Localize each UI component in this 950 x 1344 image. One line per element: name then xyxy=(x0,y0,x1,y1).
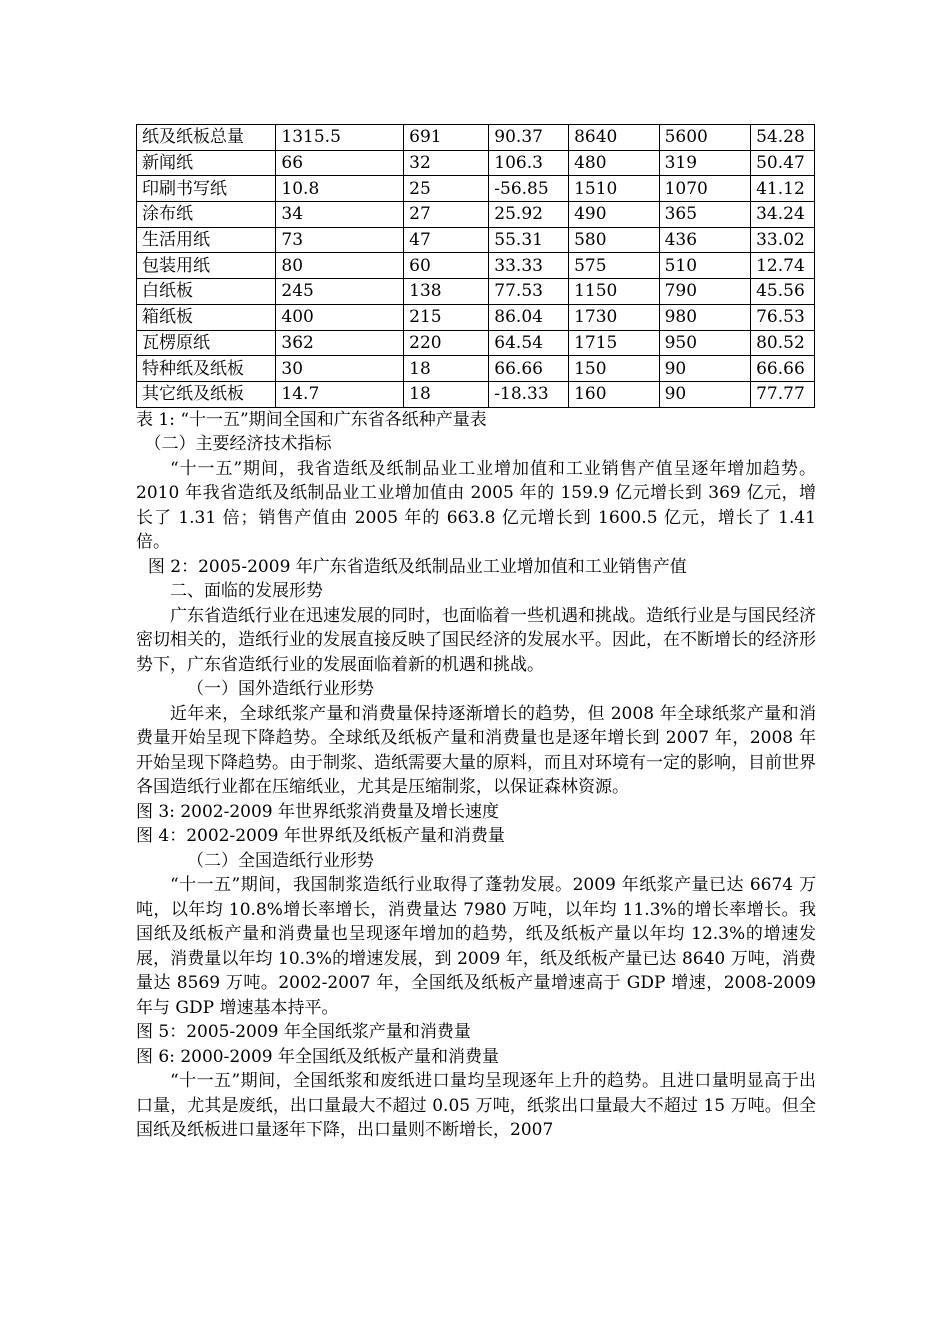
paragraph-import-export: “十一五”期间，全国纸浆和废纸进口量均呈现逐年上升的趋势。且进口量明显高于出口量，尤其是废纸，出口量最大不超过 0.05 万吨，纸浆出口量最大不超过 15 万吨。但全国纸及纸板进口量逐年下降，出口量则不断增长，2007 xyxy=(136,1071,816,1141)
table-cell-value: 30 xyxy=(276,356,404,382)
table-cell-value: 106.3 xyxy=(489,150,569,176)
table-cell-value: 55.31 xyxy=(489,227,569,253)
table-cell-value: 1730 xyxy=(569,304,659,330)
table-row xyxy=(137,253,815,279)
table-cell-value: 5600 xyxy=(659,125,751,151)
table-row xyxy=(137,330,815,356)
figure-6-caption: 图 6: 2000-2009 年全国纸及纸板产量和消费量 xyxy=(136,1046,500,1067)
table-cell-value: 34 xyxy=(276,202,404,228)
table-cell-value: 80 xyxy=(276,253,404,279)
table-cell-value: 77.77 xyxy=(751,381,815,407)
table-cell-category: 新闻纸 xyxy=(137,150,276,176)
table-cell-value: 90.37 xyxy=(489,125,569,151)
table-row xyxy=(137,176,815,202)
table-cell-category: 其它纸及纸板 xyxy=(137,381,276,407)
subsection-foreign-industry: （一）国外造纸行业形势 xyxy=(187,679,374,700)
table-cell-value: 1510 xyxy=(569,176,659,202)
table-cell-value: 691 xyxy=(404,125,489,151)
table-cell-category: 包装用纸 xyxy=(137,253,276,279)
table-cell-value: 45.56 xyxy=(751,279,815,305)
table-cell-category: 瓦楞原纸 xyxy=(137,330,276,356)
table-cell-value: 90 xyxy=(659,356,751,382)
table-cell-value: -18.33 xyxy=(489,381,569,407)
table-cell-value: 10.8 xyxy=(276,176,404,202)
table-cell-value: 32 xyxy=(404,150,489,176)
table-cell-value: 12.74 xyxy=(751,253,815,279)
table-cell-value: 160 xyxy=(569,381,659,407)
table-cell-value: 362 xyxy=(276,330,404,356)
table-cell-value: 54.28 xyxy=(751,125,815,151)
table-cell-category: 纸及纸板总量 xyxy=(137,125,276,151)
table-cell-value: 8640 xyxy=(569,125,659,151)
table-cell-value: 64.54 xyxy=(489,330,569,356)
subsection-national-industry: （二）全国造纸行业形势 xyxy=(187,850,374,871)
table-row xyxy=(137,227,815,253)
table-row xyxy=(137,356,815,382)
table-cell-value: -56.85 xyxy=(489,176,569,202)
table-cell-category: 箱纸板 xyxy=(137,304,276,330)
table-cell-value: 1150 xyxy=(569,279,659,305)
table-cell-category: 生活用纸 xyxy=(137,227,276,253)
table-cell-value: 950 xyxy=(659,330,751,356)
table-cell-value: 150 xyxy=(569,356,659,382)
table-cell-value: 80.52 xyxy=(751,330,815,356)
table-cell-value: 60 xyxy=(404,253,489,279)
table-caption: 表 1: “十一五”期间全国和广东省各纸种产量表 xyxy=(136,409,487,430)
table-cell-category: 涂布纸 xyxy=(137,202,276,228)
section-development-situation: 二、面临的发展形势 xyxy=(170,581,323,602)
figure-2-caption: 图 2：2005-2009 年广东省造纸及纸制品业工业增加值和工业销售产值 xyxy=(147,556,687,577)
table-cell-value: 215 xyxy=(404,304,489,330)
table-cell-value: 790 xyxy=(659,279,751,305)
table-cell-value: 365 xyxy=(659,202,751,228)
table-row xyxy=(137,279,815,305)
table-body xyxy=(137,125,815,408)
document-page xyxy=(136,124,816,1143)
paragraph-foreign-industry: 近年来，全球纸浆产量和消费量保持逐渐增长的趋势，但 2008 年全球纸浆产量和消费量开始呈现下降趋势。全球纸及纸板产量和消费量也是逐年增长到 2007 年，2008 年开始呈现下降趋势。由于制浆、造纸需要大量的原料，而且对环境有一定的影响，目前世界各国造纸行业都在压缩纸业，尤其是压缩制浆，以保证森林资源。 xyxy=(136,703,816,798)
table-cell-value: 77.53 xyxy=(489,279,569,305)
table-cell-value: 1070 xyxy=(659,176,751,202)
table-cell-category: 印刷书写纸 xyxy=(137,176,276,202)
table-cell-value: 33.02 xyxy=(751,227,815,253)
table-cell-value: 18 xyxy=(404,356,489,382)
table-cell-value: 90 xyxy=(659,381,751,407)
table-cell-value: 33.33 xyxy=(489,253,569,279)
table-cell-value: 319 xyxy=(659,150,751,176)
table-cell-value: 47 xyxy=(404,227,489,253)
table-cell-value: 138 xyxy=(404,279,489,305)
table-cell-value: 66.66 xyxy=(489,356,569,382)
table-cell-value: 86.04 xyxy=(489,304,569,330)
table-row xyxy=(137,125,815,151)
table-row xyxy=(137,304,815,330)
table-cell-value: 66.66 xyxy=(751,356,815,382)
table-cell-value: 400 xyxy=(276,304,404,330)
table-cell-value: 1315.5 xyxy=(276,125,404,151)
table-cell-value: 14.7 xyxy=(276,381,404,407)
paragraph-economic-indicators: “十一五”期间，我省造纸及纸制品业工业增加值和工业销售产值呈逐年增加趋势。2010 年我省造纸及纸制品业工业增加值由 2005 年的 159.9 亿元增长到 369 亿元，增长了 1.31 倍；销售产值由 2005 年的 663.8 亿元增长到 1600.5 亿元，增长了 1.41 倍。 xyxy=(136,458,816,553)
section-economic-indicators: （二）主要经济技术指标 xyxy=(144,434,332,455)
table-cell-value: 980 xyxy=(659,304,751,330)
paper-production-table xyxy=(136,124,815,408)
table-cell-category: 特种纸及纸板 xyxy=(137,356,276,382)
figure-4-caption: 图 4：2002-2009 年世界纸及纸板产量和消费量 xyxy=(136,826,505,847)
table-cell-value: 66 xyxy=(276,150,404,176)
body-text xyxy=(136,408,816,1143)
table-row xyxy=(137,202,815,228)
paragraph-national-industry: “十一五”期间，我国制浆造纸行业取得了蓬勃发展。2009 年纸浆产量已达 6674 万吨，以年均 10.8%增长率增长，消费量达 7980 万吨，以年均 11.3%的增长率增长。我国纸及纸板产量和消费量也呈现逐年增加的趋势，纸及纸板产量以年均 12.3%的增速发展，消费量以年均 10.3%的增速发展，到 2009 年，纸及纸板产量已达 8640 万吨，消费量达 8569 万吨。2002-2007 年，全国纸及纸板产量增速高于 GDP 增速，2008-2009 年与 GDP 增速基本持平。 xyxy=(136,875,816,1018)
table-cell-value: 580 xyxy=(569,227,659,253)
table-cell-value: 490 xyxy=(569,202,659,228)
table-cell-value: 480 xyxy=(569,150,659,176)
paragraph-development-situation: 广东省造纸行业在迅速发展的同时，也面临着一些机遇和挑战。造纸行业是与国民经济密切相关的，造纸行业的发展直接反映了国民经济的发展水平。因此，在不断增长的经济形势下，广东省造纸行业的发展面临着新的机遇和挑战。 xyxy=(136,605,816,675)
table-cell-value: 18 xyxy=(404,381,489,407)
table-cell-value: 575 xyxy=(569,253,659,279)
table-cell-value: 510 xyxy=(659,253,751,279)
table-row xyxy=(137,150,815,176)
figure-3-caption: 图 3: 2002-2009 年世界纸浆消费量及增长速度 xyxy=(136,801,500,822)
table-cell-value: 34.24 xyxy=(751,202,815,228)
table-cell-value: 436 xyxy=(659,227,751,253)
table-cell-value: 50.47 xyxy=(751,150,815,176)
table-cell-value: 76.53 xyxy=(751,304,815,330)
table-cell-value: 73 xyxy=(276,227,404,253)
table-row xyxy=(137,381,815,407)
table-cell-value: 1715 xyxy=(569,330,659,356)
table-cell-category: 白纸板 xyxy=(137,279,276,305)
table-cell-value: 25 xyxy=(404,176,489,202)
table-cell-value: 220 xyxy=(404,330,489,356)
table-cell-value: 27 xyxy=(404,202,489,228)
table-cell-value: 245 xyxy=(276,279,404,305)
table-cell-value: 25.92 xyxy=(489,202,569,228)
figure-5-caption: 图 5：2005-2009 年全国纸浆产量和消费量 xyxy=(136,1022,471,1043)
table-cell-value: 41.12 xyxy=(751,176,815,202)
